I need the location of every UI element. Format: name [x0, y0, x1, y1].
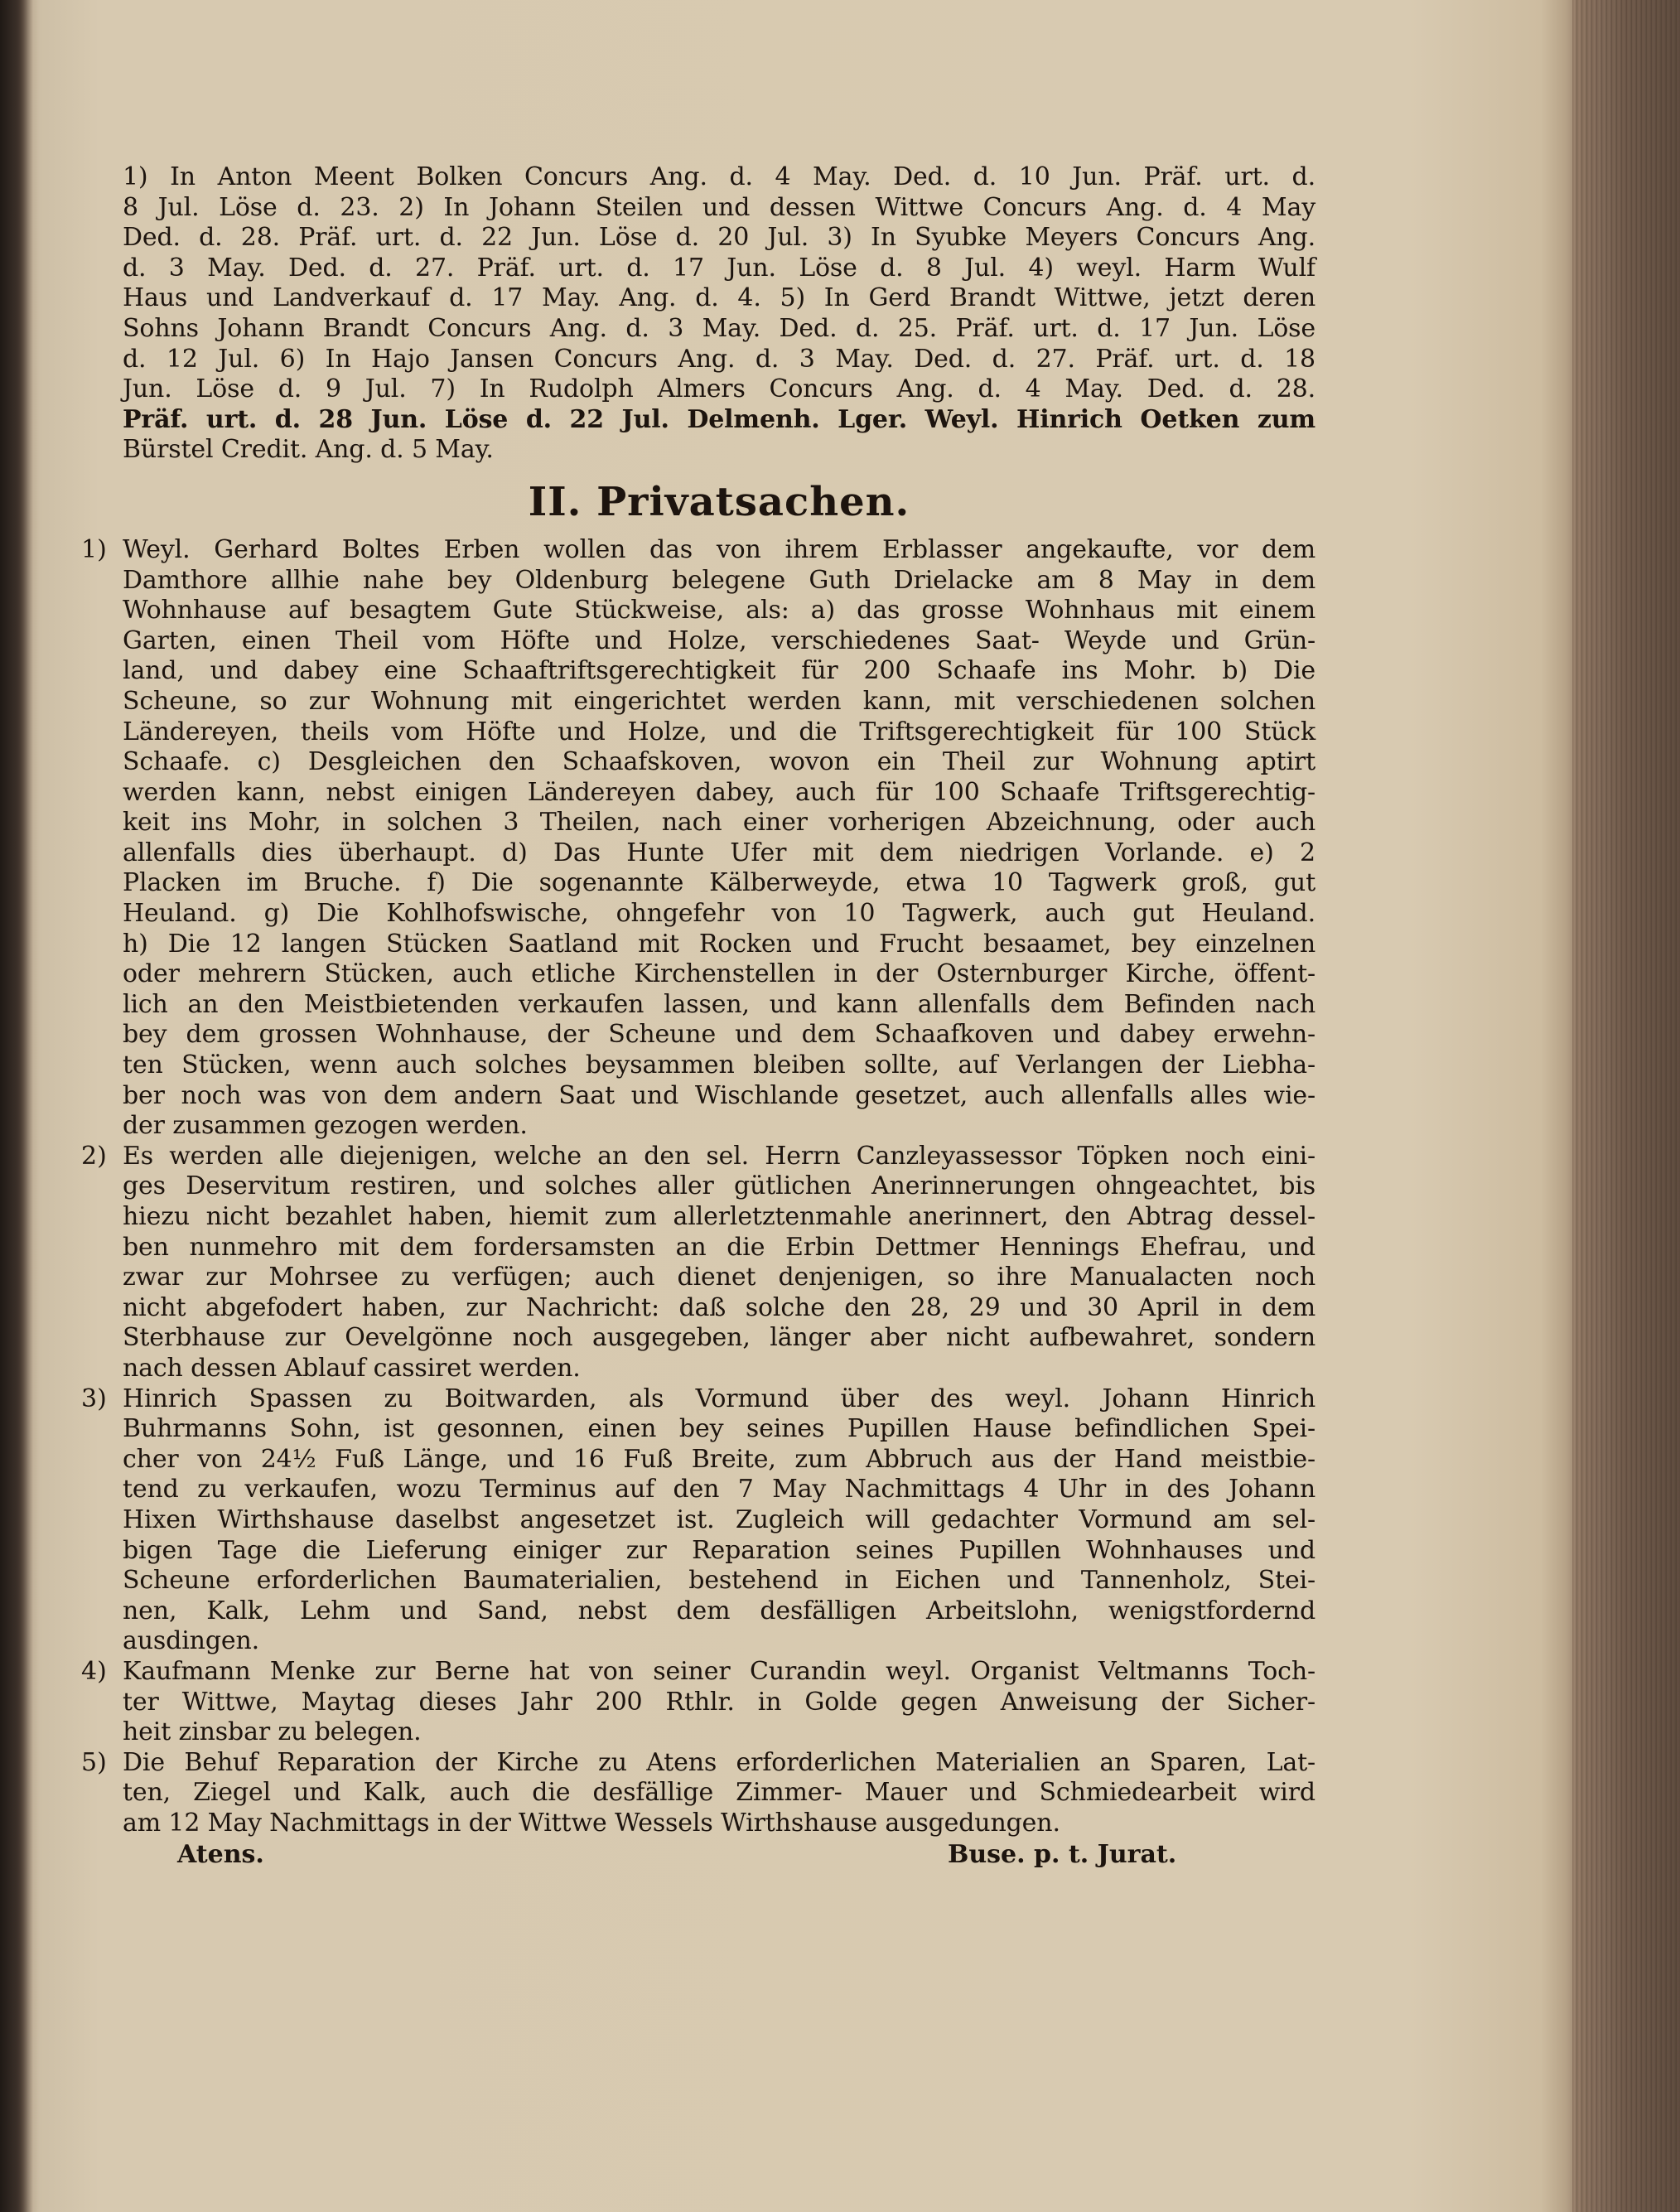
- text-line: Jun. Löse d. 9 Jul. 7) In Rudolph Almers Concurs Ang. d. 4 May. Ded. d. 28.: [123, 374, 1316, 404]
- text-line: Sterbhause zur Oevelgönne noch ausgegeben, länger aber nicht aufbewahret, sondern: [123, 1323, 1316, 1353]
- text-line: Hinrich Spassen zu Boitwarden, als Vormund über des weyl. Johann Hinrich: [123, 1384, 1316, 1413]
- text-line: Bürstel Credit. Ang. d. 5 May.: [123, 435, 494, 465]
- text-line: ten, Ziegel und Kalk, auch die desfällige Zimmer- Mauer und Schmiedearbeit wird: [123, 1778, 1316, 1808]
- text-line: Schaafe. c) Desgleichen den Schaafskoven, wovon ein Theil zur Wohnung aptirt: [123, 747, 1316, 777]
- text-line: cher von 24½ Fuß Länge, und 16 Fuß Breite, zum Abbruch aus der Hand meistbie-: [123, 1444, 1316, 1474]
- item-number: 1): [81, 534, 107, 564]
- text-line: lich an den Meistbietenden verkaufen lassen, und kann allenfalls dem Befinden nach: [123, 989, 1316, 1019]
- text-line: Die Behuf Reparation der Kirche zu Atens erforderlichen Materialien an Sparen, Lat-: [123, 1747, 1316, 1777]
- text-line: heit zinsbar zu belegen.: [123, 1717, 422, 1747]
- text-line: ten Stücken, wenn auch solches beysammen bleiben sollte, auf Verlangen der Liebha-: [123, 1050, 1316, 1080]
- text-line: Scheune erforderlichen Baumaterialien, bestehend in Eichen und Tannenholz, Stei-: [123, 1566, 1316, 1596]
- text-line: Es werden alle diejenigen, welche an den sel. Herrn Canzleyassessor Töpken noch eini-: [123, 1141, 1316, 1171]
- text-line: am 12 May Nachmittags in der Wittwe Wessels Wirthshause ausgedungen.: [123, 1808, 1060, 1838]
- signature-place: Atens.: [177, 1840, 264, 1870]
- list-item-4: [81, 1656, 1316, 1748]
- signature-line: [123, 1838, 1316, 1872]
- text-line: Hixen Wirthshause daselbst angesetzet ist. Zugleich will gedachter Vormund am sel-: [123, 1504, 1316, 1534]
- text-line: Garten, einen Theil vom Höfte und Holze, verschiedenes Saat- Weyde und Grün-: [123, 625, 1316, 655]
- list-item-5: [81, 1747, 1316, 1839]
- text-line: h) Die 12 langen Stücken Saatland mit Rocken und Frucht besaamet, bey einzelnen: [123, 929, 1316, 959]
- text-line: allenfalls dies überhaupt. d) Das Hunte Ufer mit dem niedrigen Vorlande. e) 2: [123, 838, 1316, 867]
- text-line: ter Wittwe, Maytag dieses Jahr 200 Rthlr. in Golde gegen Anweisung der Sicher-: [123, 1687, 1316, 1717]
- text-line: Buhrmanns Sohn, ist gesonnen, einen bey seines Pupillen Hause befindlichen Spei-: [123, 1414, 1316, 1444]
- text-line: der zusammen gezogen werden.: [123, 1111, 528, 1141]
- text-line: Scheune, so zur Wohnung mit eingerichtet werden kann, mit verschiedenen solchen: [123, 686, 1316, 716]
- item-number: 2): [81, 1141, 107, 1171]
- text-line: Ländereyen, theils vom Höfte und Holze, und die Triftsgerechtigkeit für 100 Stück: [123, 717, 1316, 746]
- item-number: 3): [81, 1384, 107, 1413]
- text-line: Kaufmann Menke zur Berne hat von seiner Curandin weyl. Organist Veltmanns Toch-: [123, 1656, 1316, 1686]
- page-gutter-shadow: [0, 0, 33, 2212]
- text-line: bigen Tage die Lieferung einiger zur Reparation seines Pupillen Wohnhauses und: [123, 1535, 1316, 1565]
- text-line: Heuland. g) Die Kohlhofswische, ohngefehr von 10 Tagwerk, auch gut Heuland.: [123, 899, 1316, 929]
- page-edge-stack: [1572, 0, 1680, 2212]
- text-line: ben nunmehro mit dem fordersamsten an die Erbin Dettmer Hennings Ehefrau, und: [123, 1232, 1316, 1262]
- text-line: Haus und Landverkauf d. 17 May. Ang. d. 4. 5) In Gerd Brandt Wittwe, jetzt deren: [123, 283, 1316, 313]
- text-line: tend zu verkaufen, wozu Terminus auf den 7 May Nachmittags 4 Uhr in des Johann: [123, 1475, 1316, 1504]
- text-line: Ded. d. 28. Präf. urt. d. 22 Jun. Löse d. 20 Jul. 3) In Syubke Meyers Concurs Ang.: [123, 223, 1316, 253]
- text-line: 8 Jul. Löse d. 23. 2) In Johann Steilen und dessen Wittwe Concurs Ang. d. 4 May: [123, 192, 1316, 222]
- text-line: Sohns Johann Brandt Concurs Ang. d. 3 May. Ded. d. 25. Präf. urt. d. 17 Jun. Löse: [123, 313, 1316, 343]
- list-item-3: [81, 1384, 1316, 1657]
- text-line: zwar zur Mohrsee zu verfügen; auch dienet denjenigen, so ihre Manualacten noch: [123, 1263, 1316, 1292]
- text-line: Damthore allhie nahe bey Oldenburg belegene Guth Drielacke am 8 May in dem: [123, 565, 1316, 595]
- section-i-notices: [123, 162, 1316, 466]
- text-line: Präf. urt. d. 28 Jun. Löse d. 22 Jul. Delmenh. Lger. Weyl. Hinrich Oetken zum: [123, 404, 1316, 434]
- text-line: ausdingen.: [123, 1626, 260, 1656]
- item-number: 5): [81, 1747, 107, 1777]
- text-line: Weyl. Gerhard Boltes Erben wollen das von ihrem Erblasser angekaufte, vor dem: [123, 534, 1316, 564]
- list-item-2: [81, 1141, 1316, 1384]
- text-line: 1) In Anton Meent Bolken Concurs Ang. d. 4 May. Ded. d. 10 Jun. Präf. urt. d.: [123, 162, 1316, 191]
- text-line: land, und dabey eine Schaaftriftsgerechtigkeit für 200 Schaafe ins Mohr. b) Die: [123, 656, 1316, 686]
- signature-name: Buse. p. t. Jurat.: [948, 1840, 1177, 1870]
- page-text: [81, 162, 1316, 1872]
- text-line: bey dem grossen Wohnhause, der Scheune und dem Schaafkoven und dabey erwehn-: [123, 1020, 1316, 1050]
- text-line: d. 12 Jul. 6) In Hajo Jansen Concurs Ang. d. 3 May. Ded. d. 27. Präf. urt. d. 18: [123, 344, 1316, 374]
- item-number: 4): [81, 1656, 107, 1686]
- list-item-1: [81, 534, 1316, 1142]
- section-heading: II. Privatsachen.: [528, 478, 910, 525]
- text-line: ges Deservitum restiren, und solches aller gütlichen Anerinnerungen ohngeachtet, bis: [123, 1171, 1316, 1201]
- text-line: hiezu nicht bezahlet haben, hiemit zum allerletztenmahle anerinnert, den Abtrag dessel-: [123, 1202, 1316, 1231]
- text-line: nach dessen Ablauf cassiret werden.: [123, 1353, 581, 1383]
- text-line: oder mehrern Stücken, auch etliche Kirchenstellen in der Osternburger Kirche, öffent-: [123, 959, 1316, 989]
- text-line: Wohnhause auf besagtem Gute Stückweise, als: a) das grosse Wohnhaus mit einem: [123, 596, 1316, 625]
- text-line: werden kann, nebst einigen Ländereyen dabey, auch für 100 Schaafe Triftsgerechtig-: [123, 777, 1316, 807]
- text-line: nicht abgefodert haben, zur Nachricht: daß solche den 28, 29 und 30 April in dem: [123, 1292, 1316, 1322]
- text-line: ber noch was von dem andern Saat und Wischlande gesetzet, auch allenfalls alles wie-: [123, 1080, 1316, 1110]
- text-line: d. 3 May. Ded. d. 27. Präf. urt. d. 17 Jun. Löse d. 8 Jul. 4) weyl. Harm Wulf: [123, 253, 1316, 283]
- text-line: nen, Kalk, Lehm und Sand, nebst dem desfälligen Arbeitslohn, wenigstfordernd: [123, 1596, 1316, 1625]
- text-line: Placken im Bruche. f) Die sogenannte Kälberweyde, etwa 10 Tagwerk groß, gut: [123, 868, 1316, 898]
- text-line: keit ins Mohr, in solchen 3 Theilen, nach einer vorherigen Abzeichnung, oder auch: [123, 808, 1316, 838]
